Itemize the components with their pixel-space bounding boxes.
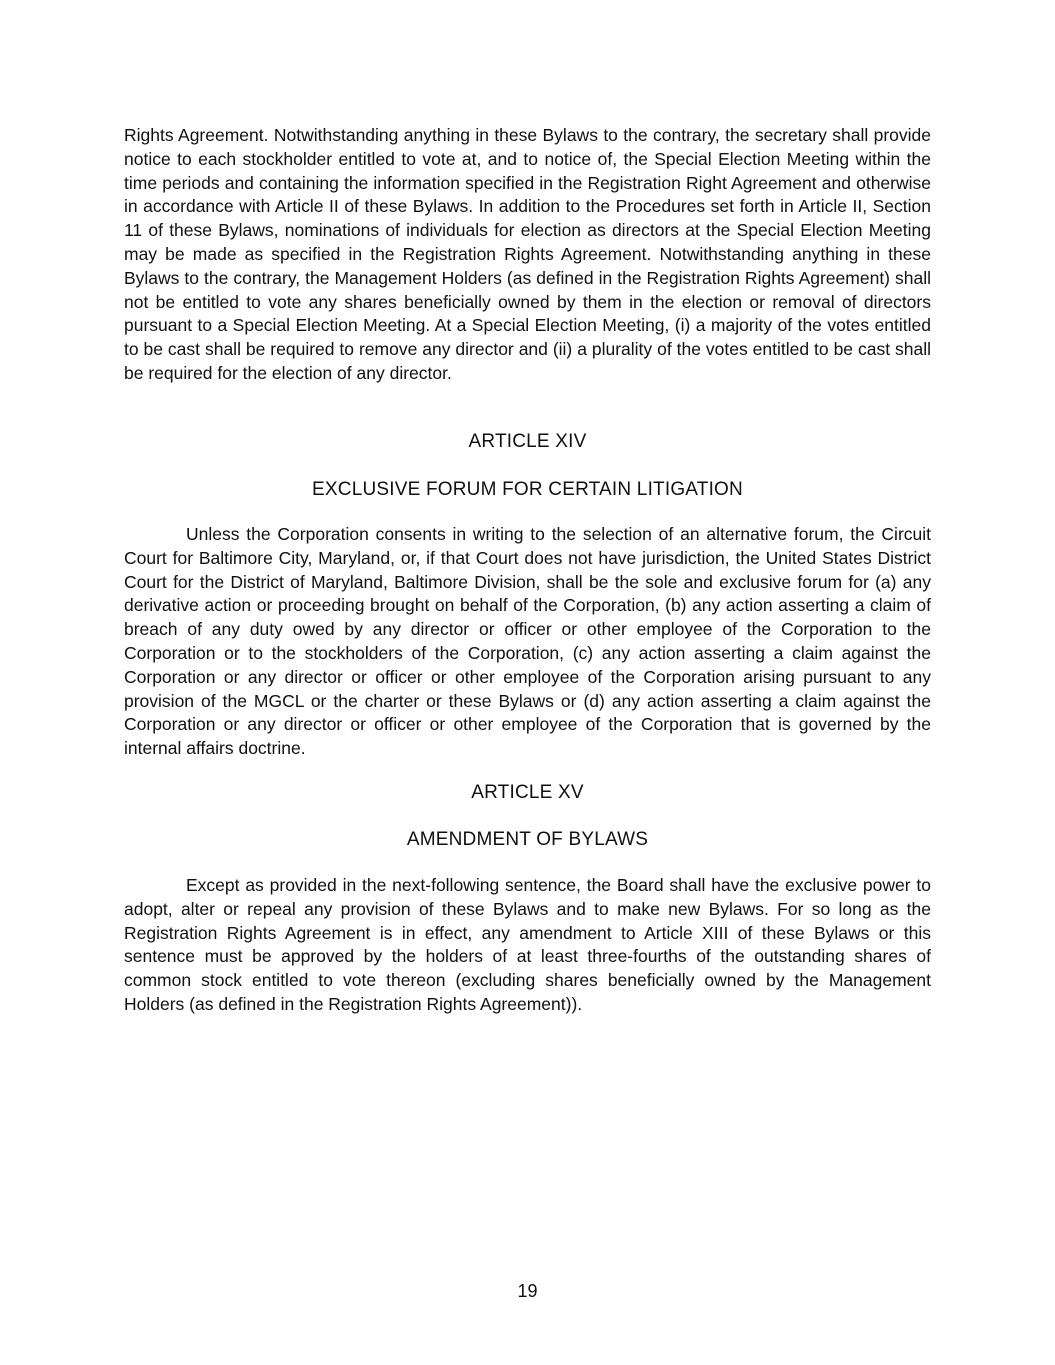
article-xiv-body: Unless the Corporation consents in writing to the selection of an alternative forum, the Circuit Court for Baltimore City, Maryland, or, if that Court does not have jurisdiction, the United States District Court for the District of Maryland, Baltimore Division, shall be the sole and exclusive forum for (a) any derivative action or proceeding brought on behalf of the Corporation, (b) any action asserting a claim of breach of any duty owed by any director or officer or other employee of the Corporation to the Corporation or to the stockholders of the Corporation, (c) any action asserting a claim against the Corporation or any director or officer or other employee of the Corporation arising pursuant to any provision of the MGCL or the charter or these Bylaws or (d) any action asserting a claim against the Corporation or any director or officer or other employee of the Corporation that is governed by the internal affairs doctrine.: [124, 524, 931, 759]
article-xiv-number: ARTICLE XIV: [468, 431, 587, 452]
article-xiv-title: EXCLUSIVE FORUM FOR CERTAIN LITIGATION: [312, 479, 743, 500]
article-xv-title: AMENDMENT OF BYLAWS: [406, 829, 649, 850]
page-number: 19: [517, 1281, 538, 1301]
article-xv-number: ARTICLE XV: [471, 782, 584, 803]
article-xv-body: Except as provided in the next-following sentence, the Board shall have the exclusive power to adopt, alter or repeal any provision of these Bylaws and to make new Bylaws. For so long as the Registration Rights Agreement is in effect, any amendment to Article XIII of these Bylaws or this sentence must be approved by the holders of at least three-fourths of the outstanding shares of common stock entitled to vote thereon (excluding shares beneficially owned by the Management Holders (as defined in the Registration Rights Agreement)).: [124, 875, 931, 1014]
intro-paragraph: Rights Agreement. Notwithstanding anything in these Bylaws to the contrary, the secretary shall provide notice to each stockholder entitled to vote at, and to notice of, the Special Election Meeting within the time periods and containing the information specified in the Registration Right Agreement and otherwise in accordance with Article II of these Bylaws. In addition to the Procedures set forth in Article II, Section 11 of these Bylaws, nominations of individuals for election as directors at the Special Election Meeting may be made as specified in the Registration Rights Agreement. Notwithstanding anything in these Bylaws to the contrary, the Management Holders (as defined in the Registration Rights Agreement) shall not be entitled to vote any shares beneficially owned by them in the election or removal of directors pursuant to a Special Election Meeting. At a Special Election Meeting, (i) a majority of the votes entitled to be cast shall be required to remove any director and (ii) a plurality of the votes entitled to be cast shall be required for the election of any director.: [124, 125, 931, 383]
